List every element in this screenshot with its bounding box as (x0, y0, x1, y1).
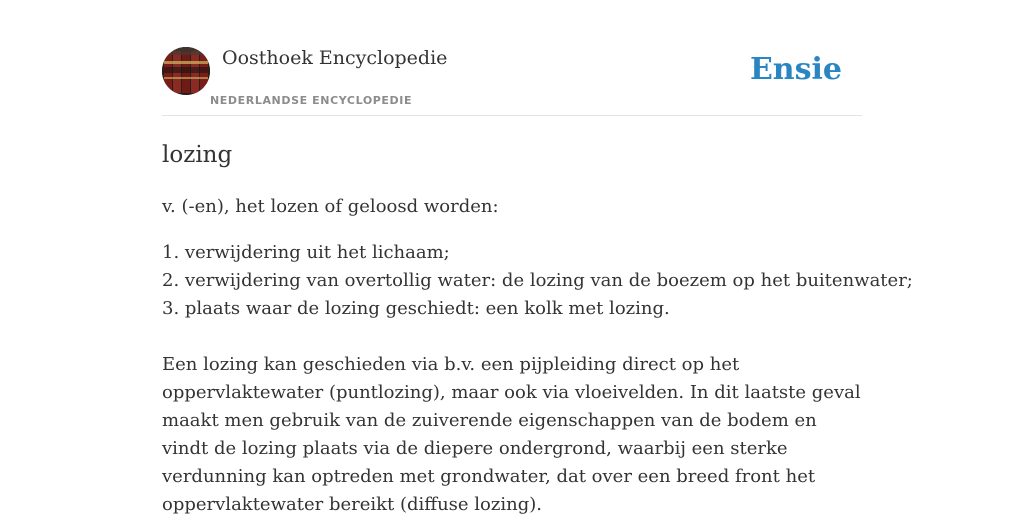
meaning-item: 3. plaats waar de lozing geschiedt: een kolk met lozing. (162, 298, 670, 319)
entry-body: Een lozing kan geschieden via b.v. een pijpleiding direct op het oppervlaktewater (puntlozing), maar ook via vloeivelden. In dit laatste geval maakt men gebruik van de zuiverende eigenschappen van de bodem en vindt de lozing plaats via de diepere ondergrond, waarbij een sterke verdunning kan optreden met grondwater, dat over een breed front het oppervlaktewater bereikt (diffuse lozing). (162, 354, 861, 515)
source-subtitle: NEDERLANDSE ENCYCLOPEDIE (210, 94, 413, 107)
entry-term: lozing (162, 142, 233, 168)
entry-intro: v. (-en), het lozen of geloosd worden: (162, 196, 499, 217)
source-title[interactable]: Oosthoek Encyclopedie (222, 47, 448, 69)
brand-logo[interactable]: Ensie (749, 52, 842, 87)
meaning-item: 2. verwijdering van overtollig water: de lozing van de boezem op het buitenwater; (162, 270, 913, 291)
meanings-list (162, 239, 913, 323)
meaning-item: 1. verwijdering uit het lichaam; (162, 242, 450, 263)
header (162, 0, 862, 116)
page (162, 0, 913, 515)
encyclopedia-books-icon[interactable] (162, 47, 210, 95)
